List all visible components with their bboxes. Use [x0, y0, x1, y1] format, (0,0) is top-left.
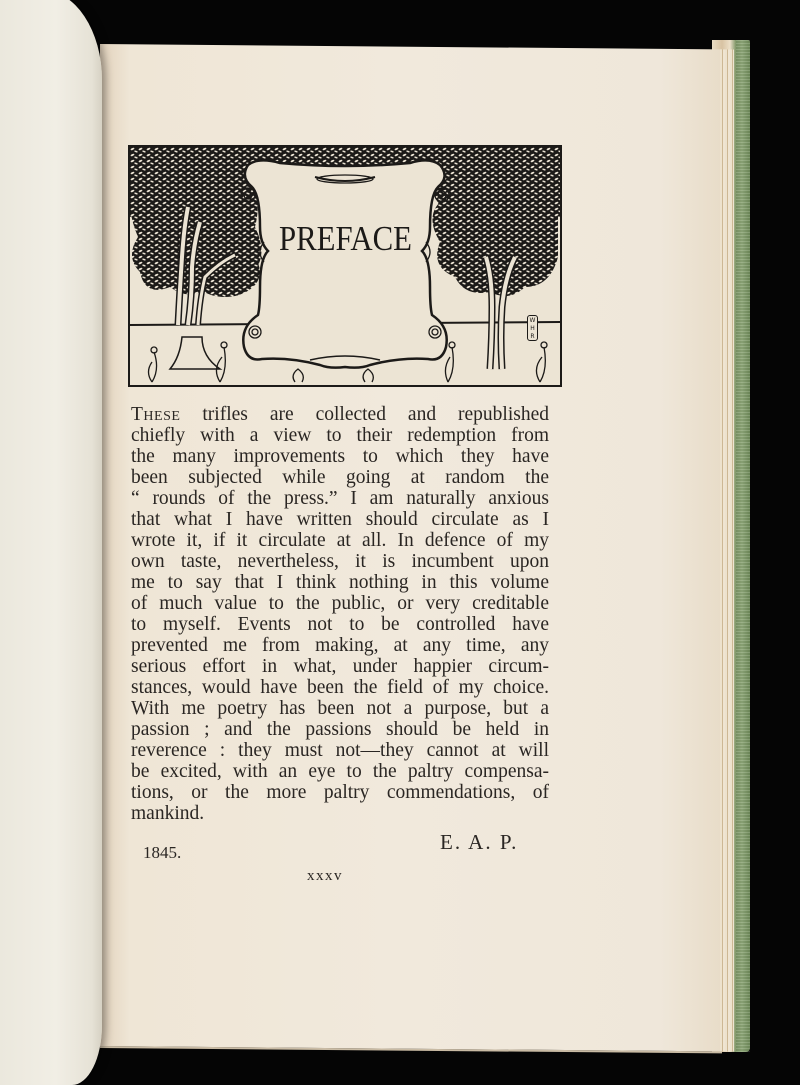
text-line: stances, would have been the field of my choice.: [131, 677, 549, 698]
tree-landscape-illustration: [130, 147, 560, 385]
text-line: [131, 404, 549, 425]
monogram-letter: R: [530, 333, 535, 340]
text-line: prevented me from making, at any time, any: [131, 635, 549, 656]
text-line: own taste, nevertheless, it is incumbent upon: [131, 551, 549, 572]
artist-monogram: [527, 315, 538, 341]
preface-body-text: [131, 404, 549, 824]
text-line: tions, or the more paltry commendations, of: [131, 782, 549, 803]
text-line: wrote it, if it circulate at all. In defence of my: [131, 530, 549, 551]
text-line-content: trifles are collected and republished: [180, 404, 549, 425]
text-line: chiefly with a view to their redemption from: [131, 425, 549, 446]
text-line: reverence : they must not—they cannot at will: [131, 740, 549, 761]
text-line: me to say that I think nothing in this volume: [131, 572, 549, 593]
page-number: xxxv: [307, 868, 343, 884]
text-line: mankind.: [131, 803, 205, 824]
right-tree-canopy: [431, 156, 558, 296]
text-line: “ rounds of the press.” I am naturally anxious: [131, 488, 549, 509]
text-line: been subjected while going at random the: [131, 467, 549, 488]
text-line: passion ; and the passions should be held in: [131, 719, 549, 740]
text-line: to myself. Events not to be controlled have: [131, 614, 549, 635]
preface-headpiece-illustration: [128, 145, 562, 387]
text-line: be excited, with an eye to the paltry compensa-: [131, 761, 549, 782]
opening-word: These: [131, 404, 181, 425]
preface-heading: PREFACE: [279, 219, 412, 258]
text-line: the many improvements to which they have: [131, 446, 549, 467]
deckled-page-edges: [720, 49, 734, 1051]
author-initials: E. A. P.: [440, 830, 519, 854]
monogram-letter: W: [529, 317, 536, 324]
text-line: that what I have written should circulate as I: [131, 509, 549, 530]
scroll-cartouche: [243, 160, 446, 367]
text-line: With me poetry has been not a purpose, but a: [131, 698, 549, 719]
text-line: serious effort in what, under happier circum-: [131, 656, 549, 677]
preface-date: 1845.: [143, 843, 182, 862]
monogram-letter: H: [530, 325, 535, 332]
text-line: of much value to the public, or very creditable: [131, 593, 549, 614]
left-page-curl: [0, 0, 102, 1085]
